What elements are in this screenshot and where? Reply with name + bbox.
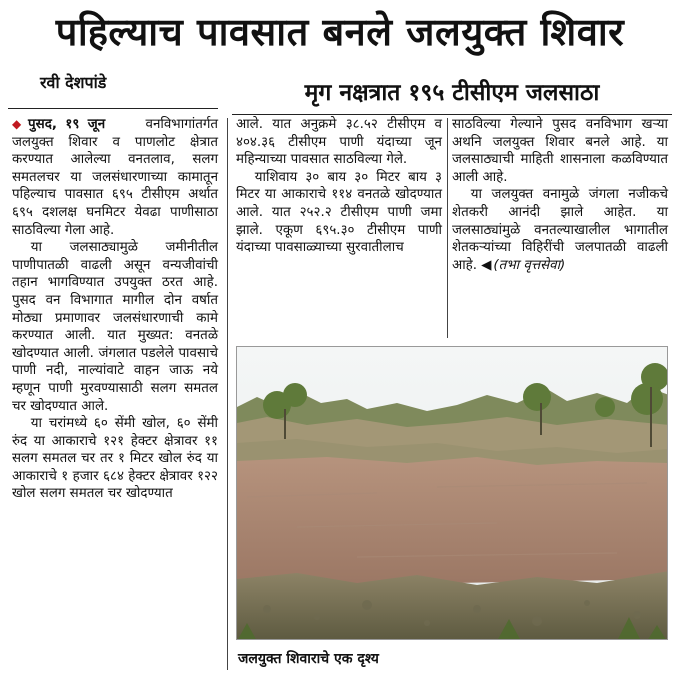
column-1-paragraph-3: या चरांमध्ये ६० सेंमी खोल, ६० सेंमी रुंद या आकाराचे १२१ हेक्टर क्षेत्रावर ११ सलग समतल चर तर १ मिटर खोल रुंद या आकाराचे १ हजार ६८४ हेक्टर क्षेत्रावर १२२ खोल सलग समतल चर खोदण्यात bbox=[12, 416, 218, 502]
pond-photo-illustration bbox=[237, 347, 668, 640]
subheadline-rule bbox=[232, 114, 672, 115]
byline: रवी देशपांडे bbox=[40, 73, 107, 92]
column-divider bbox=[227, 118, 228, 670]
column-2-paragraph-1: आले. यात अनुक्रमे ३८.५२ टीसीएम व ४०४.३६ टीसीएम पाणी यंदाच्या जून महिन्याच्या पावसात साठविल्या गेले. bbox=[236, 117, 442, 168]
photo-caption: जलयुक्त शिवाराचे एक दृश्य bbox=[238, 651, 379, 667]
article-column-2 bbox=[236, 116, 442, 257]
article-column-3 bbox=[452, 116, 668, 274]
news-photo bbox=[236, 346, 668, 640]
subheadline: मृग नक्षत्रात १९५ टीसीएम जलसाठा bbox=[304, 80, 600, 106]
byline-rule bbox=[8, 108, 218, 109]
column-1-paragraph-1: ◆ पुसद, १९ जून वनविभागांतर्गत जलयुक्त शिवार व पाणलोट क्षेत्रात करण्यात आलेल्या वनतलाव, सलग समतलचर या जलसंधारणाच्या कामातून पहिल्याच पावसात ६९५ टीसीएम अर्थात ६९५ दशलक्ष घनमिटर येवढा पाणीसाठा साठविल्या गेला आहे. bbox=[12, 117, 218, 238]
column-1-paragraph-2: या जलसाठ्यामुळे जमीनीतील पाणीपातळी वाढली असून वन्यजीवांची तहान भागविण्यात उपयुक्त ठरत आहे. पुसद वन विभागात मागील दोन वर्षात मोठ्या प्रमाणावर जलसंधारणाची कामे करण्यात आली. यात मुख्यत: वनतळे खोदण्यात आली. जंगलात पडलेले पावसाचे पाणी नदी, नाल्यांवाटे वाहन जाऊ नये म्हणून पाणी मुरवण्यासाठी सलग समतल चर खोदण्यात आले. bbox=[12, 240, 218, 414]
column-2-paragraph-2: याशिवाय ३० बाय ३० मिटर बाय ३ मिटर या आकाराचे ११४ वनतळे खोदण्यात आले. यात २५२.२ टीसीएम पाणी जमा झाले. एकूण ६९५.३० टीसीएम पाणी यंदाच्या पावसाळ्याच्या सुरवातीलाच bbox=[236, 169, 442, 256]
news-credit: ◀ (तभा वृत्तसेवा) bbox=[481, 257, 566, 273]
diamond-bullet-icon: ◆ bbox=[12, 117, 26, 131]
column-3-paragraph-1: साठविल्या गेल्याने पुसद वनविभाग खऱ्या अथनि जलयुक्त शिवार बनले आहे. या जलसाठ्याची माहिती शासनाला कळविण्यात आली आहे. bbox=[452, 117, 668, 185]
dateline: ◆ पुसद, १९ जून bbox=[12, 117, 106, 132]
column-divider bbox=[447, 118, 448, 338]
headline: पहिल्याच पावसात बनले जलयुक्त शिवार bbox=[55, 10, 625, 54]
triangle-left-icon: ◀ bbox=[481, 257, 492, 273]
article-column-1 bbox=[12, 116, 218, 503]
column-3-paragraph-2: या जलयुक्त वनामुळे जंगला नजीकचे शेतकरी आनंदी झाले आहेत. या जलसाठ्यांमुळे वनतल्याखालील भागातील शेतकऱ्यांच्या विहिरींची जलपातळी वाढली आहे. ◀ (तभा वृत्तसेवा) bbox=[452, 187, 668, 273]
